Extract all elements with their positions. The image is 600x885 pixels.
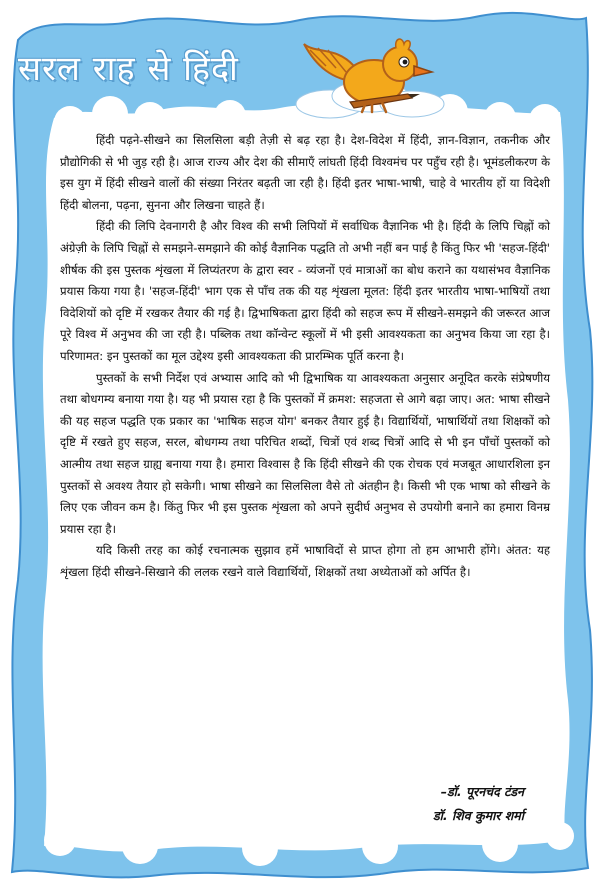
paragraph-3: पुस्तकों के सभी निर्देश एवं अभ्यास आदि को भी द्विभाषिक या आवश्यकता अनुसार अनूदित करके संप्रेषणीय तथा बोधगम्य बनाया गया है। यह भी प्रयास रहा है कि पुस्तकों में क्रमश: सहजता से आगे बढ़ा जाए। अत: भाषा सीखने की यह सहज पद्धति एक प्रकार का 'भाषिक सहज योग' बनकर तैयार हुई है। विद्यार्थियों, भाषार्थियों तथा शिक्षकों को दृष्टि में रखते हुए सहज, सरल, बोधगम्य तथा परिचित शब्दों, चित्रों एवं शब्द चित्रों आदि से भी इन पाँचों पुस्तकों को आत्मीय तथा सहज ग्राह्य बनाया गया है। हमारा विश्वास है कि हिंदी सीखने की एक रोचक एवं मजबूत आधारशिला इन पुस्तकों से अवश्य तैयार हो सकेगी। भाषा सीखने का सिलसिला वैसे तो अंतहीन है। किसी भी एक भाषा को सीखने के लिए एक जीवन कम है। किंतु फिर भी इस पुस्तक शृंखला को अपने सुदीर्घ अनुभव से उपयोगी बनाने का हमारा विनम्र प्रयास रहा है। xyxy=(60,370,550,536)
paragraph-1: हिंदी पढ़ने-सीखने का सिलसिला बड़ी तेज़ी से बढ़ रहा है। देश-विदेश में हिंदी, ज्ञान-विज्ञान, तकनीक और प्रौद्योगिकी से भी जुड़ रही है। आज राज्य और देश की सीमाएँ लांघती हिंदी विश्वमंच पर पहुँच रही है। भूमंडलीकरण के इस युग में हिंदी सीखने वालों की संख्या निरंतर बढ़ती जा रही है। हिंदी इतर भाषा-भाषी, चाहे वे भारतीय हों या विदेशी हिंदी बोलना, पढ़ना, सुनना और लिखना चाहते हैं। xyxy=(60,133,550,212)
body-text xyxy=(60,130,550,583)
paragraph-4: यदि किसी तरह का कोई रचनात्मक सुझाव हमें भाषाविदों से प्राप्त होगा तो हम आभारी होंगे। अंतत: यह शृंखला हिंदी सीखने-सिखाने की ललक रखने वाले विद्यार्थियों, शिक्षकों तथा अध्येताओं को अर्पित है। xyxy=(60,543,550,579)
signature-block xyxy=(433,780,524,828)
paragraph-2: हिंदी की लिपि देवनागरी है और विश्व की सभी लिपियों में सर्वाधिक वैज्ञानिक भी है। हिंदी के लिपि चिह्नों को अंग्रेज़ी के लिपि चिह्नों से समझने-समझाने की कोई वैज्ञानिक पद्धति तो अभी नहीं बन पाई है किंतु फिर भी 'सहज-हिंदी' शीर्षक की इस पुस्तक शृंखला में लिप्यंतरण के द्वारा स्वर - व्यंजनों एवं मात्राओं का बोध कराने का यथासंभव वैज्ञानिक प्रयास किया गया है। 'सहज-हिंदी' भाग एक से पाँच तक की यह शृंखला मूलत: हिंदी इतर भारतीय भाषा-भाषियों तथा विदेशियों को दृष्टि में रखकर तैयार की गई है। द्विभाषिकता द्वारा हिंदी को सहज रूप में सीखने-समझने की जरूरत आज पूरे विश्व में अनुभव की जा रही है। पब्लिक तथा कॉन्वेन्ट स्कूलों में भी इसी आवश्यकता का अनुभव किया जा रहा है। परिणामत: इन पुस्तकों का मूल उद्देश्य इसी आवश्यकता की प्रारम्भिक पूर्ति करना है। xyxy=(60,219,550,363)
signature-author-2: डॉ. शिव कुमार शर्मा xyxy=(432,808,524,823)
bird-icon xyxy=(296,36,446,126)
signature-author-1: –डॉ. पूरनचंद टंडन xyxy=(440,784,524,799)
page-title: सरल राह से हिंदी xyxy=(18,49,239,89)
